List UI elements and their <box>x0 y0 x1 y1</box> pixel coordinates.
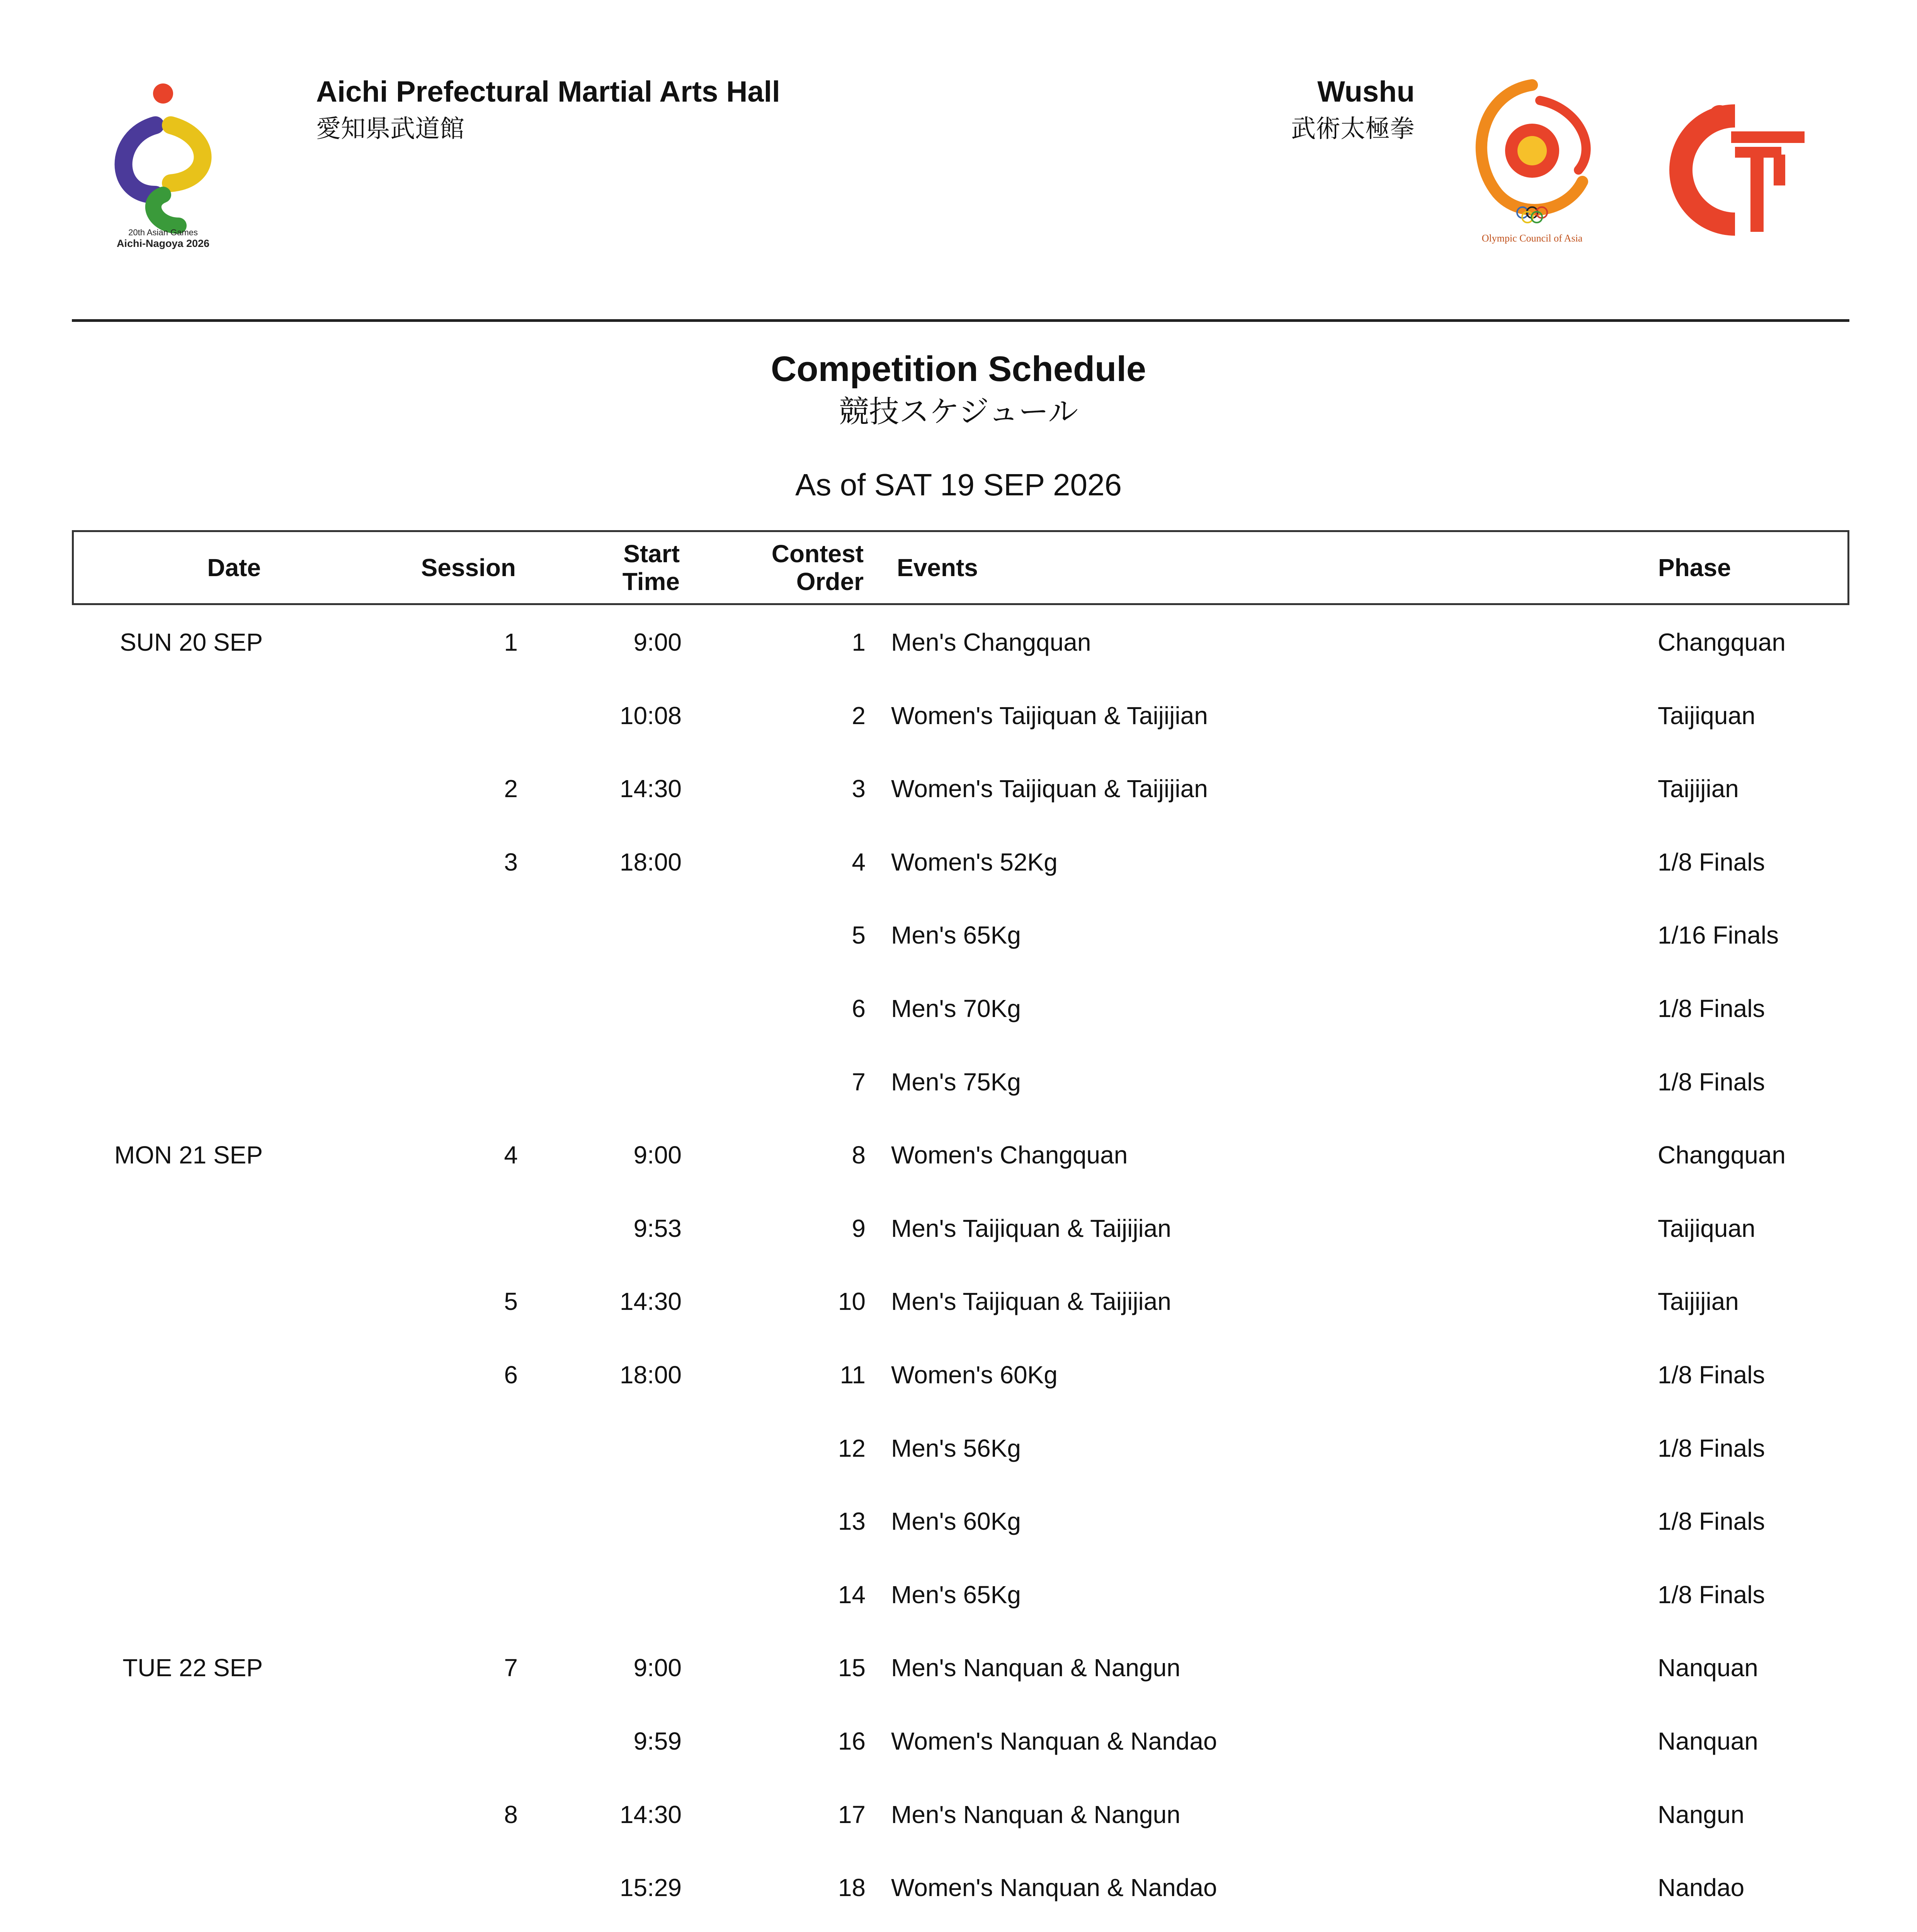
cell-contest-order: 18 <box>838 1874 866 1902</box>
cell-phase: Taijijian <box>1658 775 1739 803</box>
wushu-logo <box>1658 89 1812 243</box>
cell-phase: Nandao <box>1658 1874 1745 1902</box>
table-row <box>0 1417 1917 1491</box>
cell-phase: 1/8 Finals <box>1658 1580 1765 1609</box>
cell-phase: 1/8 Finals <box>1658 848 1765 876</box>
header-contest-order-line1: Contest <box>771 540 864 568</box>
cell-contest-order: 10 <box>838 1287 866 1316</box>
cell-phase: Taijiquan <box>1658 701 1755 730</box>
cell-start-time: 14:30 <box>619 1287 682 1316</box>
cell-session: 5 <box>504 1287 518 1316</box>
wushu-figure-icon <box>1658 89 1812 243</box>
svg-text:Olympic Council of Asia: Olympic Council of Asia <box>1482 233 1583 244</box>
cell-contest-order: 17 <box>838 1800 866 1828</box>
table-row <box>0 1637 1917 1710</box>
cell-phase: Nanquan <box>1658 1654 1758 1682</box>
table-row <box>0 1857 1917 1930</box>
cell-start-time: 9:53 <box>633 1214 682 1242</box>
cell-event: Women's Nanquan & Nandao <box>891 1727 1217 1755</box>
cell-session: 3 <box>504 848 518 876</box>
cell-date: MON 21 SEP <box>114 1141 263 1169</box>
page-title-ja: 競技スケジュール <box>839 395 1078 429</box>
header-phase: Phase <box>1658 554 1731 582</box>
cell-event: Women's 60Kg <box>891 1361 1058 1389</box>
oca-logo <box>1451 77 1613 251</box>
cell-event: Women's Nanquan & Nandao <box>891 1874 1217 1902</box>
cell-contest-order: 7 <box>852 1068 866 1096</box>
cell-event: Men's 75Kg <box>891 1068 1021 1096</box>
table-row <box>0 1784 1917 1857</box>
cell-phase: 1/8 Finals <box>1658 994 1765 1022</box>
cell-session: 2 <box>504 775 518 803</box>
cell-date: TUE 22 SEP <box>122 1654 263 1682</box>
cell-event: Men's 60Kg <box>891 1507 1021 1536</box>
cell-contest-order: 8 <box>852 1141 866 1169</box>
cell-contest-order: 16 <box>838 1727 866 1755</box>
asian-games-logo <box>97 79 229 253</box>
cell-start-time: 14:30 <box>619 775 682 803</box>
cell-phase: Nangun <box>1658 1800 1745 1828</box>
cell-session: 8 <box>504 1800 518 1828</box>
cell-event: Men's Changquan <box>891 628 1091 656</box>
cell-session: 7 <box>504 1654 518 1682</box>
table-row <box>0 1197 1917 1271</box>
header-session: Session <box>421 554 516 582</box>
table-row <box>0 1490 1917 1564</box>
sport-block <box>1291 73 1415 146</box>
cell-start-time: 18:00 <box>619 848 682 876</box>
table-row <box>0 1051 1917 1124</box>
cell-start-time: 15:29 <box>619 1874 682 1902</box>
as-of-date: As of SAT 19 SEP 2026 <box>795 468 1122 502</box>
venue-name-ja: 愛知県武道館 <box>316 115 464 143</box>
header-start-time-line2: Time <box>622 568 680 595</box>
table-row <box>0 685 1917 758</box>
schedule-table-header <box>72 530 1849 605</box>
svg-text:20th Asian Games: 20th Asian Games <box>128 228 198 237</box>
cell-contest-order: 6 <box>852 994 866 1022</box>
header-start-time-line1: Start <box>623 540 680 568</box>
cell-date: SUN 20 SEP <box>120 628 263 656</box>
cell-event: Men's 65Kg <box>891 921 1021 949</box>
cell-event: Men's Nanquan & Nangun <box>891 1800 1180 1828</box>
cell-event: Men's 65Kg <box>891 1580 1021 1609</box>
oca-emblem-icon <box>1451 77 1613 251</box>
table-row <box>0 1124 1917 1197</box>
cell-contest-order: 5 <box>852 921 866 949</box>
cell-session: 1 <box>504 628 518 656</box>
cell-phase: 1/8 Finals <box>1658 1361 1765 1389</box>
svg-text:Aichi-Nagoya 2026: Aichi-Nagoya 2026 <box>116 238 210 249</box>
cell-event: Women's Changquan <box>891 1141 1128 1169</box>
cell-event: Men's Taijiquan & Taijijian <box>891 1287 1171 1316</box>
cell-phase: 1/8 Finals <box>1658 1068 1765 1096</box>
cell-phase: Taijiquan <box>1658 1214 1755 1242</box>
table-row <box>0 831 1917 905</box>
table-row <box>0 1564 1917 1637</box>
cell-phase: Changquan <box>1658 628 1786 656</box>
cell-phase: Taijijian <box>1658 1287 1739 1316</box>
cell-event: Women's 52Kg <box>891 848 1058 876</box>
cell-contest-order: 2 <box>852 701 866 730</box>
venue-block <box>316 73 780 146</box>
venue-name-en: Aichi Prefectural Martial Arts Hall <box>316 75 780 108</box>
cell-start-time: 9:59 <box>633 1727 682 1755</box>
page-title: Competition Schedule <box>771 349 1146 389</box>
cell-start-time: 9:00 <box>633 628 682 656</box>
cell-phase: Changquan <box>1658 1141 1786 1169</box>
table-row <box>0 1344 1917 1417</box>
cell-contest-order: 3 <box>852 775 866 803</box>
cell-phase: 1/8 Finals <box>1658 1507 1765 1536</box>
cell-event: Men's 56Kg <box>891 1434 1021 1462</box>
cell-phase: 1/16 Finals <box>1658 921 1779 949</box>
header-start-time <box>623 540 680 595</box>
table-row <box>0 904 1917 978</box>
table-row <box>0 611 1917 685</box>
sport-name-en: Wushu <box>1317 75 1415 108</box>
table-row <box>0 978 1917 1051</box>
header-date: Date <box>207 554 261 582</box>
cell-event: Women's Taijiquan & Taijijian <box>891 775 1208 803</box>
cell-event: Men's 70Kg <box>891 994 1021 1022</box>
cell-contest-order: 11 <box>840 1361 866 1389</box>
title-block <box>0 346 1917 504</box>
cell-contest-order: 14 <box>838 1580 866 1609</box>
cell-contest-order: 4 <box>852 848 866 876</box>
asian-games-emblem-icon <box>97 79 229 253</box>
cell-event: Women's Taijiquan & Taijijian <box>891 701 1208 730</box>
cell-phase: 1/8 Finals <box>1658 1434 1765 1462</box>
table-row <box>0 1270 1917 1344</box>
cell-session: 4 <box>504 1141 518 1169</box>
header-contest-order <box>772 540 864 595</box>
header-events: Events <box>897 554 978 582</box>
cell-contest-order: 12 <box>838 1434 866 1462</box>
table-row <box>0 1930 1917 1932</box>
cell-start-time: 18:00 <box>619 1361 682 1389</box>
cell-start-time: 10:08 <box>619 701 682 730</box>
cell-event: Men's Taijiquan & Taijijian <box>891 1214 1171 1242</box>
cell-start-time: 9:00 <box>633 1141 682 1169</box>
cell-contest-order: 15 <box>838 1654 866 1682</box>
sport-name-ja: 武術太極拳 <box>1291 115 1415 143</box>
table-row <box>0 758 1917 831</box>
cell-phase: Nanquan <box>1658 1727 1758 1755</box>
cell-contest-order: 1 <box>852 628 866 656</box>
header-divider <box>72 319 1849 322</box>
table-row <box>0 1710 1917 1784</box>
cell-session: 6 <box>504 1361 518 1389</box>
header-contest-order-line2: Order <box>796 568 864 595</box>
cell-contest-order: 13 <box>838 1507 866 1536</box>
cell-start-time: 14:30 <box>619 1800 682 1828</box>
cell-start-time: 9:00 <box>633 1654 682 1682</box>
cell-event: Men's Nanquan & Nangun <box>891 1654 1180 1682</box>
cell-contest-order: 9 <box>852 1214 866 1242</box>
schedule-table-body <box>0 611 1917 1932</box>
